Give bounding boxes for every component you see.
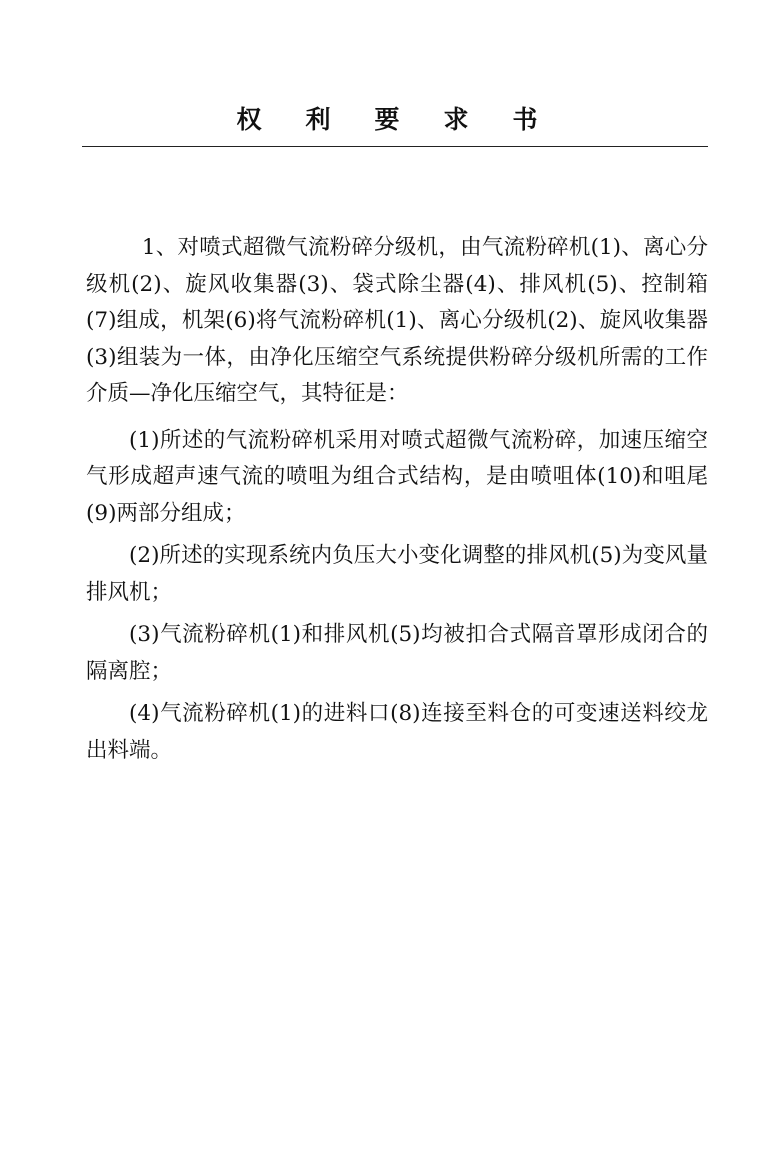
title-char: 书 [512, 105, 538, 134]
title-char: 要 [374, 105, 400, 134]
claim-paragraph: 1、对喷式超微气流粉碎分级机，由气流粉碎机(1)、离心分级机(2)、旋风收集器(3)、袋式除尘器(4)、排风机(5)、控制箱(7)组成，机架(6)将气流粉碎机(1)、离心分级机(2)、旋风收集器(3)组装为一体，由净化压缩空气系统提供粉碎分级机所需的工作介质—净化压缩空气，其特征是： [86, 235, 708, 406]
claim-feature-1: (1)所述的气流粉碎机采用对喷式超微气流粉碎，加速压缩空气形成超声速气流的喷咀为组合式结构，是由喷咀体(10)和咀尾(9)两部分组成； [86, 427, 708, 526]
page-title [0, 100, 774, 136]
claims-body [86, 230, 708, 775]
title-divider [82, 146, 708, 147]
title-char: 利 [305, 105, 331, 134]
title-char: 求 [443, 105, 469, 134]
claim-feature-4: (4)气流粉碎机(1)的进料口(8)连接至料仓的可变速送料绞龙出料端。 [86, 701, 708, 763]
title-char: 权 [236, 105, 262, 134]
claim-feature-3: (3)气流粉碎机(1)和排风机(5)均被扣合式隔音罩形成闭合的隔离腔； [86, 622, 708, 684]
claim-feature-2: (2)所述的实现系统内负压大小变化调整的排风机(5)为变风量排风机； [86, 543, 708, 605]
